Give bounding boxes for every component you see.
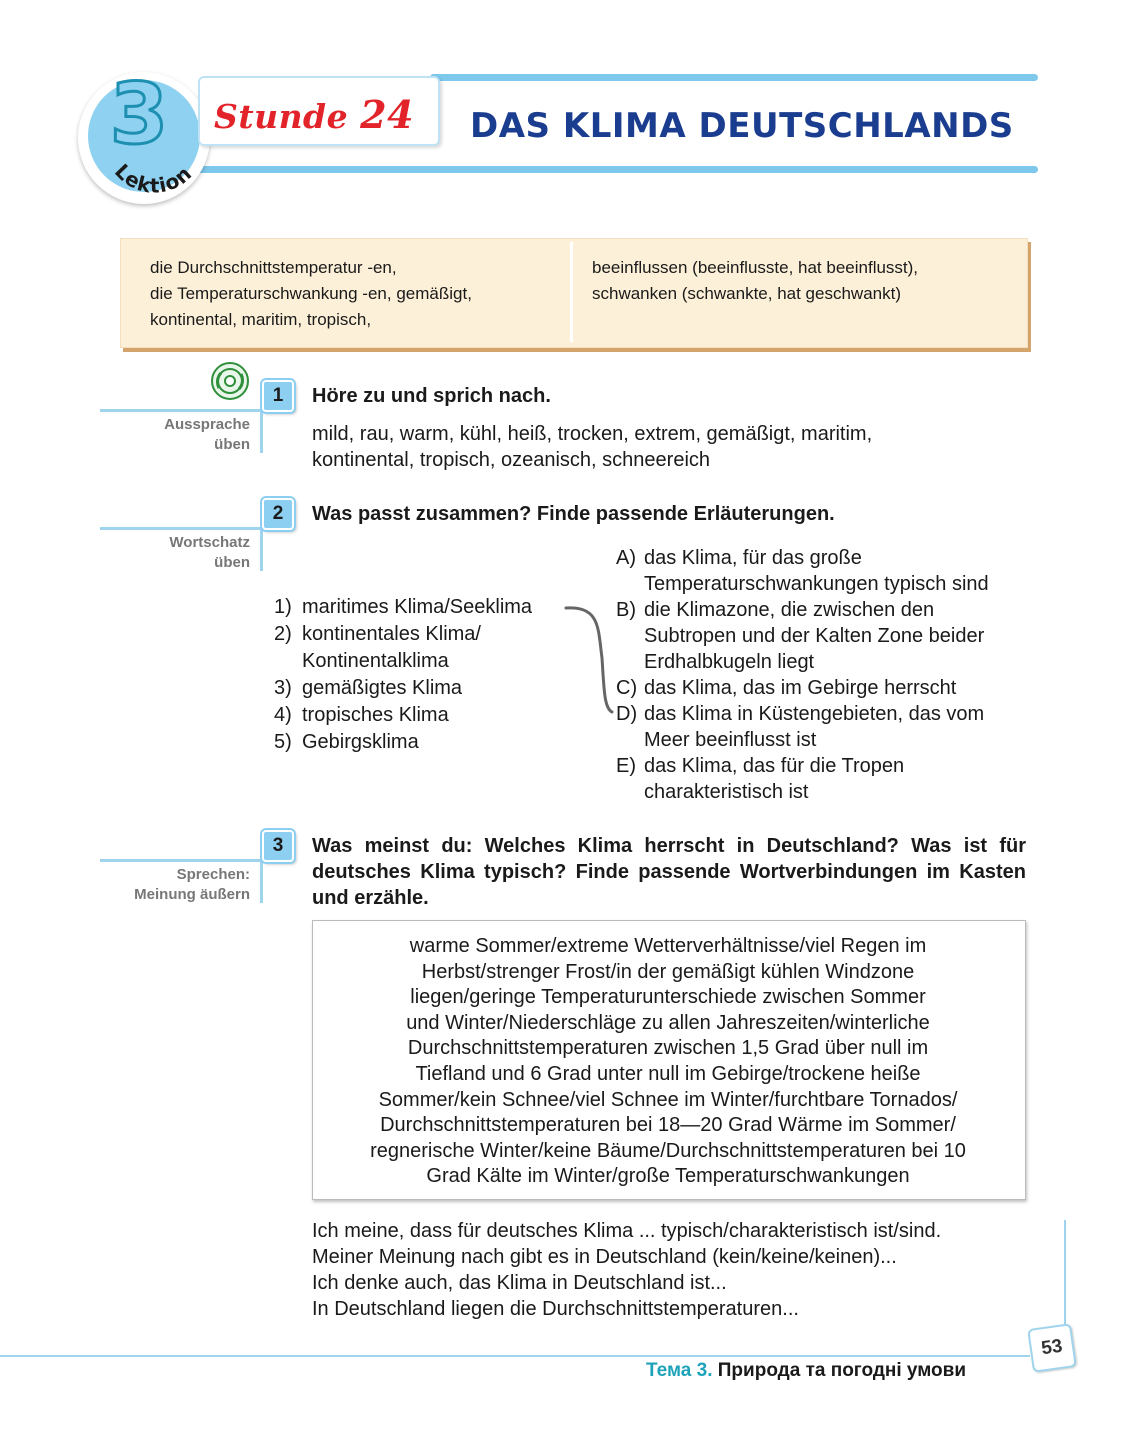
- list-item-text: Meer beeinflusst ist: [644, 729, 817, 751]
- exercise2-side-line: [100, 527, 262, 530]
- list-item-key: 3): [274, 677, 292, 699]
- list-item: [274, 702, 449, 728]
- vocabulary-right-1: beeinflussen (beeinflusste, hat beeinflusst),: [592, 258, 919, 277]
- list-item: [616, 753, 904, 779]
- sentence-starter-4: In Deutschland liegen die Durchschnittstemperaturen...: [312, 1298, 799, 1320]
- list-item-text: Erdhalbkugeln liegt: [644, 651, 815, 673]
- exercise2-number: 2: [262, 498, 294, 530]
- header-top-line: [430, 74, 1038, 81]
- list-item-text: kontinentales Klima/: [302, 623, 481, 645]
- exercise1-skill-line1: Aussprache: [164, 416, 250, 433]
- exercise3-skill-line2: Meinung äußern: [134, 886, 250, 903]
- list-item-continued: [302, 648, 449, 674]
- phrase-line: warme Sommer/extreme Wetterverhältnisse/viel Regen im: [409, 935, 927, 957]
- vocabulary-left-2: die Temperaturschwankung -en, gemäßigt,: [150, 284, 472, 303]
- exercise2-skill-line2: üben: [214, 554, 250, 571]
- sentence-starter-1: Ich meine, dass für deutsches Klima ... typisch/charakteristisch ist/sind.: [312, 1220, 942, 1242]
- list-item-text: das Klima, das für die Tropen: [644, 755, 905, 777]
- phrase-line: Tiefland und 6 Grad unter null im Gebirge/trockene heiße: [415, 1062, 921, 1085]
- lektion-number: 3: [109, 65, 169, 163]
- stunde-label: Stunde: [214, 97, 349, 136]
- phrase-line: Sommer/kein Schnee/viel Schnee im Winter/furchtbare Tornados/: [378, 1088, 958, 1111]
- list-item-text: gemäßigtes Klima: [302, 677, 463, 699]
- page-title: DAS KLIMA DEUTSCHLANDS: [470, 106, 1014, 146]
- footer-tema-title: Природа та погодні умови: [717, 1360, 967, 1381]
- list-item-key: D): [616, 703, 638, 725]
- exercise3-heading: Was meinst du: Welches Klima herrscht in Deutschland? Was ist für deutsches Klima typisch? Finde passende Wortverbindungen im Kasten und erzähle.: [312, 835, 1026, 909]
- header-bottom-line: [190, 166, 1038, 173]
- list-item: [616, 701, 984, 727]
- exercise3-number: 3: [262, 830, 294, 862]
- phrase-line: Herbst/strenger Frost/in der gemäßigt kühlen Windzone: [421, 960, 915, 983]
- exercise1-number: 1: [262, 380, 294, 412]
- footer-line: [0, 1355, 1030, 1357]
- stunde-heading: [214, 92, 414, 137]
- cd-icon[interactable]: [210, 361, 250, 401]
- list-item-key: C): [616, 677, 638, 699]
- list-item-key: 2): [274, 623, 292, 645]
- phrase-line: liegen/geringe Temperaturunterschiede zwischen Sommer: [410, 986, 926, 1009]
- list-item: [616, 597, 934, 623]
- list-item: [274, 621, 481, 647]
- list-item-key: 5): [274, 731, 292, 753]
- exercise1-words-line2: kontinental, tropisch, ozeanisch, schneereich: [312, 449, 711, 471]
- exercise2-side-vline: [260, 527, 263, 571]
- list-item-text: Gebirgsklima: [302, 731, 419, 753]
- phrase-line: Grad Kälte im Winter/große Temperaturschwankungen: [426, 1165, 910, 1188]
- phrase-line: Durchschnittstemperaturen zwischen 1,5 Grad über null im: [407, 1037, 929, 1060]
- match-connector-line: [560, 598, 620, 718]
- exercise3-side-vline: [260, 859, 263, 903]
- page-number: 53: [1027, 1323, 1077, 1373]
- sentence-starter-2: Meiner Meinung nach gibt es in Deutschland (kein/keine/keinen)...: [312, 1246, 897, 1268]
- list-item-key: 1): [274, 596, 292, 618]
- vocabulary-left-1: die Durchschnittstemperatur -en,: [150, 258, 397, 277]
- list-item-text: tropisches Klima: [302, 704, 449, 726]
- list-item-continued: [644, 779, 809, 805]
- exercise1-words-line1: mild, rau, warm, kühl, heiß, trocken, extrem, gemäßigt, maritim,: [312, 423, 873, 445]
- list-item: [274, 675, 462, 701]
- sentence-starter-3: Ich denke auch, das Klima in Deutschland ist...: [312, 1272, 727, 1294]
- list-item-text: charakteristisch ist: [644, 781, 809, 803]
- list-item-key: B): [616, 599, 636, 621]
- list-item-text: Temperaturschwankungen typisch sind: [644, 573, 989, 595]
- list-item: [616, 545, 862, 571]
- phrase-line: regnerische Winter/keine Bäume/Durchschnittstemperaturen bei 10: [370, 1139, 966, 1162]
- list-item-text: Kontinentalklima: [302, 650, 449, 672]
- vocabulary-right-2: schwanken (schwankte, hat geschwankt): [592, 284, 901, 303]
- list-item-continued: [644, 727, 816, 753]
- vocabulary-divider: [570, 242, 573, 342]
- stunde-number: 24: [360, 92, 415, 137]
- list-item-text: das Klima, das im Gebirge herrscht: [644, 677, 957, 699]
- list-item: [616, 675, 956, 701]
- exercise3-side-line: [100, 859, 262, 862]
- exercise1-skill-label: [50, 415, 250, 455]
- exercise2-skill-label: [50, 533, 250, 573]
- exercise1-skill-line2: üben: [214, 436, 250, 453]
- exercise2-heading: Was passt zusammen? Finde passende Erläuterungen.: [312, 503, 835, 525]
- phrase-line: Durchschnittstemperaturen bei 18—20 Grad Wärme im Sommer/: [380, 1114, 956, 1137]
- list-item: [274, 729, 419, 755]
- exercise2-skill-line1: Wortschatz: [169, 534, 250, 551]
- list-item-continued: [644, 623, 984, 649]
- list-item-text: das Klima, für das große: [644, 547, 862, 569]
- svg-text:Lektion: [110, 159, 197, 198]
- exercise3-skill-line1: Sprechen:: [176, 866, 250, 883]
- list-item-text: die Klimazone, die zwischen den: [644, 599, 935, 621]
- footer-right-line: [1064, 1220, 1066, 1330]
- list-item-key: A): [616, 547, 636, 569]
- list-item-key: 4): [274, 704, 292, 726]
- exercise1-heading: Höre zu und sprich nach.: [312, 385, 551, 407]
- footer-topic: [646, 1360, 966, 1382]
- phrase-line: und Winter/Niederschläge zu allen Jahreszeiten/winterliche: [406, 1011, 930, 1034]
- list-item-text: das Klima in Küstengebieten, das vom: [644, 703, 985, 725]
- list-item-text: Subtropen und der Kalten Zone beider: [644, 625, 985, 647]
- list-item-continued: [644, 649, 814, 675]
- list-item-key: E): [616, 755, 636, 777]
- exercise1-side-line: [100, 409, 262, 412]
- list-item: [274, 594, 532, 620]
- lektion-label-text: Lektion: [110, 159, 197, 198]
- vocabulary-left-3: kontinental, maritim, tropisch,: [150, 310, 372, 329]
- exercise1-side-vline: [260, 409, 263, 453]
- exercise3-skill-label: [50, 865, 250, 905]
- footer-tema-label: Тема 3.: [646, 1360, 713, 1381]
- list-item-continued: [644, 571, 989, 597]
- phrase-box-text: [322, 934, 1014, 1190]
- list-item-text: maritimes Klima/Seeklima: [302, 596, 533, 618]
